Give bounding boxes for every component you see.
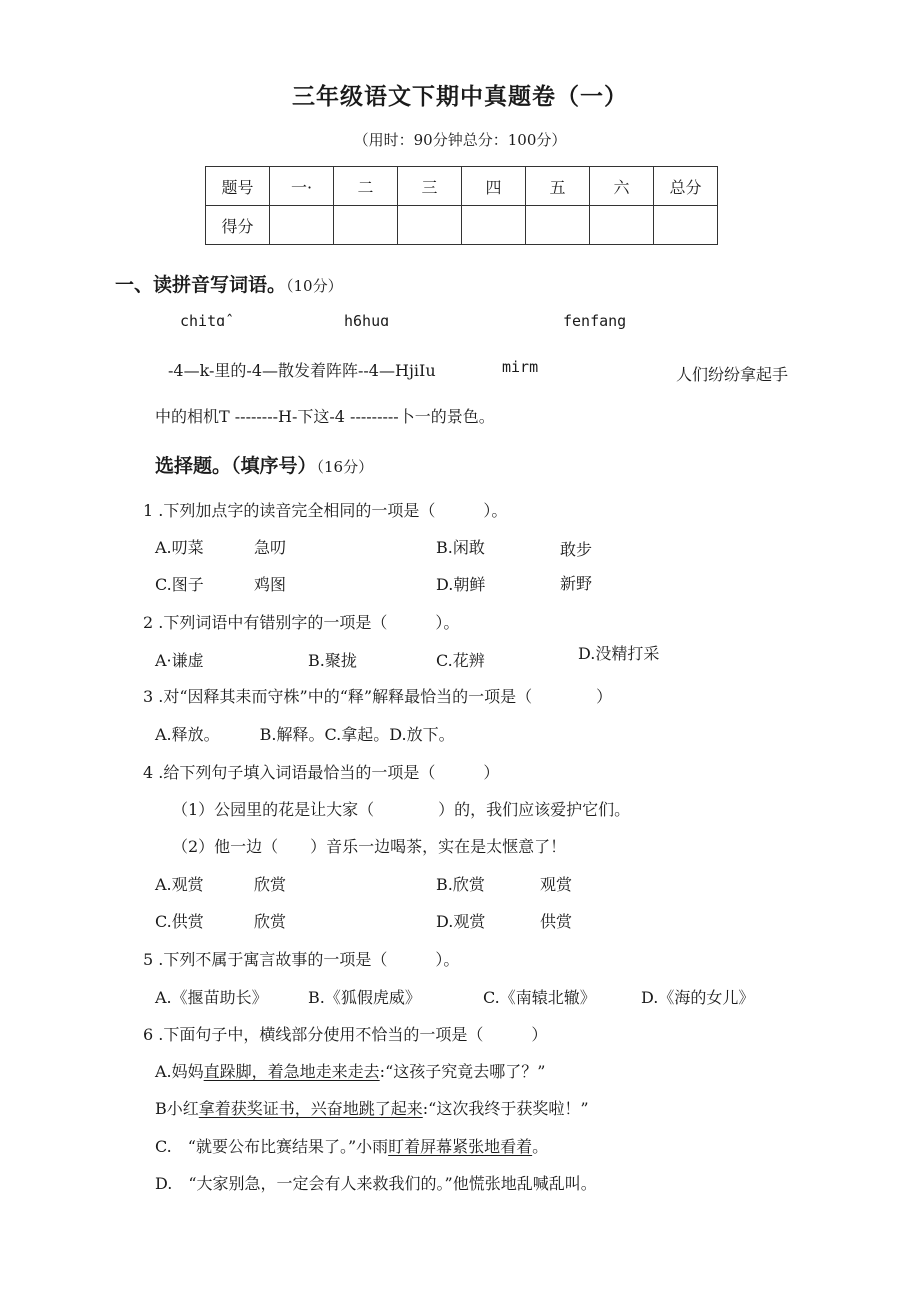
- q6-a-prefix: A.妈妈: [155, 1062, 204, 1081]
- header-cell: 一·: [270, 167, 334, 206]
- question-4-stem: 4 .给下列句子填入词语最恰当的一项是（ ）: [143, 763, 500, 782]
- q4-option-c: C.供赏: [155, 912, 204, 931]
- q6-a-underlined: 直跺脚，着急地走来走去: [203, 1062, 380, 1081]
- score-table-score-row: [206, 206, 718, 245]
- question-1-stem: 1 .下列加点字的读音完全相同的一项是（ ）。: [143, 501, 508, 520]
- pinyin-2: h6huɑ: [344, 312, 390, 330]
- q4-option-c-word: 欣赏: [254, 912, 287, 931]
- q4-sentence-1: （1）公园里的花是让大家（ ）的，我们应该爱护它们。: [172, 800, 631, 819]
- q4-option-a-word: 欣赏: [254, 875, 287, 894]
- q4-option-d-word: 供赏: [540, 912, 573, 931]
- section1-points: （10分）: [286, 277, 343, 295]
- q5-option-b: B.《狐假虎威》: [308, 988, 421, 1007]
- header-cell: 题号: [206, 167, 270, 206]
- q6-a-suffix: :“这孩子究竟去哪了？”: [379, 1062, 546, 1081]
- q4-option-b-word: 观赏: [540, 875, 573, 894]
- pinyin-1: chitɑˆ: [180, 312, 235, 330]
- q2-option-c: C.花辨: [436, 651, 485, 670]
- sentence-line-1-end: 人们纷纷拿起手: [676, 365, 789, 384]
- q6-b-suffix: :“这次我终于获奖啦！”: [422, 1099, 589, 1118]
- header-cell: 五: [526, 167, 590, 206]
- q4-option-b: B.欣赏: [436, 875, 485, 894]
- score-table-header-row: [206, 167, 718, 206]
- question-6-stem: 6 .下面句子中，横线部分使用不恰当的一项是（ ）: [143, 1025, 548, 1044]
- section2-points: （16分）: [316, 458, 374, 476]
- q6-option-a: [155, 1059, 545, 1082]
- section1-heading: [115, 270, 343, 297]
- q1-option-d: D.朝鲜: [436, 575, 486, 594]
- question-5-stem: 5 .下列不属于寓言故事的一项是（ ）。: [143, 950, 460, 969]
- q1-option-a: A.叨菜: [155, 538, 204, 557]
- score-cell[interactable]: [398, 206, 462, 245]
- section1-title: 一、读拼音写词语。: [115, 274, 287, 296]
- question-2-stem: 2 .下列词语中有错别字的一项是（ ）。: [143, 613, 460, 632]
- q3-options: A.释放。 B.解释。C.拿起。D.放下。: [155, 725, 455, 744]
- question-3-stem: 3 .对“因释其耒而守株”中的“释”解释最恰当的一项是（ ）: [143, 687, 613, 706]
- header-cell: 四: [462, 167, 526, 206]
- q1-option-a-word: 急叨: [254, 538, 287, 557]
- q6-option-b: [155, 1096, 589, 1119]
- score-cell[interactable]: [334, 206, 398, 245]
- score-cell[interactable]: [526, 206, 590, 245]
- score-cell[interactable]: [462, 206, 526, 245]
- q2-option-a: A·谦虚: [155, 651, 204, 670]
- q6-c-prefix: C. “就要公布比赛结果了。”小雨: [155, 1137, 389, 1156]
- sentence-line-1: -4—k-里的-4—散发着阵阵--4—HjiIu: [168, 361, 436, 380]
- score-cell[interactable]: [590, 206, 654, 245]
- q1-option-d-word: 新野: [560, 574, 593, 593]
- q6-c-underlined: 盯着屏幕紧张地看着: [388, 1137, 533, 1156]
- q6-b-prefix: B小红: [155, 1099, 199, 1118]
- header-cell: 三: [398, 167, 462, 206]
- q4-sentence-2: （2）他一边（ ）音乐一边喝茶，实在是太惬意了！: [172, 837, 567, 856]
- q4-option-a: A.观赏: [155, 875, 204, 894]
- page-title: 三年级语文下期中真题卷（一）: [292, 83, 628, 110]
- sentence-line-2: 中的相机T --------H-下这-4 ---------卜一的景色。: [155, 407, 495, 426]
- q4-option-d: D.观赏: [436, 912, 486, 931]
- q6-option-c: [155, 1134, 548, 1157]
- q5-option-a: A.《揠苗助长》: [155, 988, 268, 1007]
- q1-option-c: C.图子: [155, 575, 204, 594]
- q6-b-underlined: 拿着获奖证书，兴奋地跳了起来: [198, 1099, 423, 1118]
- q1-option-c-word: 鸡图: [254, 575, 287, 594]
- section2-title: 选择题。（填序号）: [155, 455, 317, 477]
- section2-heading: [155, 451, 373, 478]
- header-cell: 六: [590, 167, 654, 206]
- q6-option-d: D. “大家别急，一定会有人来救我们的。”他慌张地乱喊乱叫。: [155, 1174, 597, 1193]
- q1-option-b: B.闲敢: [436, 538, 485, 557]
- q1-option-b-word: 敢步: [560, 540, 593, 559]
- q6-c-suffix: 。: [532, 1137, 549, 1156]
- pinyin-4: mirm: [502, 358, 539, 376]
- header-cell: 二: [334, 167, 398, 206]
- q5-option-d: D.《海的女儿》: [641, 988, 755, 1007]
- q2-option-b: B.聚拢: [308, 651, 357, 670]
- exam-info: （用时：90分钟总分：100分）: [353, 131, 567, 149]
- q2-option-d: D.没精打采: [578, 644, 660, 663]
- score-table: [205, 166, 718, 245]
- score-cell[interactable]: [654, 206, 718, 245]
- pinyin-3: fenfang: [563, 312, 627, 330]
- q5-option-c: C.《南辕北辙》: [483, 988, 596, 1007]
- header-cell: 总分: [654, 167, 718, 206]
- score-cell[interactable]: [270, 206, 334, 245]
- score-row-label: 得分: [206, 206, 270, 245]
